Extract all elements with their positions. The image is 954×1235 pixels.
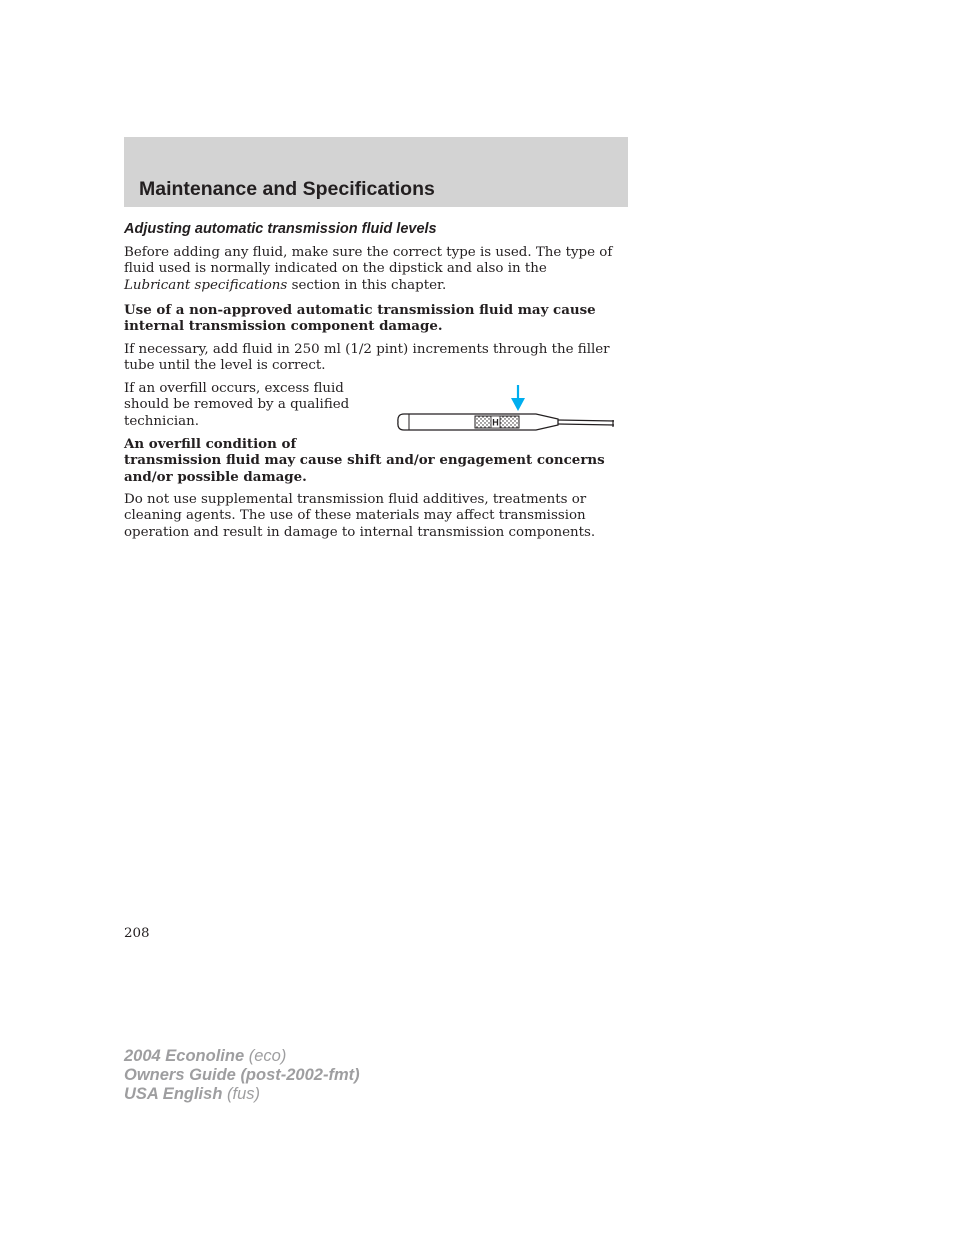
subheading: Adjusting automatic transmission fluid levels bbox=[124, 221, 437, 237]
dipstick-illustration bbox=[396, 382, 618, 434]
paragraph-fluid-type: Before adding any fluid, make sure the correct type is used. The type of fluid used is normally indicated on the dipstick and also in the Lubricant specifications section in this chapter. bbox=[124, 245, 613, 293]
lubricant-specifications-reference: Lubricant specifications bbox=[124, 277, 288, 293]
document-footer: 2004 Econoline (eco) Owners Guide (post-2002-fmt) USA English (fus) bbox=[124, 1047, 360, 1103]
warning-non-approved-fluid: Use of a non-approved automatic transmission fluid may cause internal transmission component damage. bbox=[124, 302, 596, 335]
paragraph-additives: Do not use supplemental transmission fluid additives, treatments or cleaning agents. The use of these materials may affect transmission operation and result in damage to internal transmission components. bbox=[124, 492, 596, 540]
paragraph-add-fluid: If necessary, add fluid in 250 ml (1/2 pint) increments through the filler tube until the level is correct. bbox=[124, 342, 610, 374]
paragraph-overfill: If an overfill occurs, excess fluid should be removed by a qualified technician. bbox=[124, 381, 350, 429]
page-number: 208 bbox=[124, 926, 150, 941]
warning-overfill-condition: An overfill condition of transmission fluid may cause shift and/or engagement concerns and/or possible damage. bbox=[124, 436, 605, 485]
level-arrow-icon bbox=[511, 385, 525, 411]
section-title: Maintenance and Specifications bbox=[139, 178, 435, 200]
high-mark-label: H bbox=[492, 417, 499, 428]
